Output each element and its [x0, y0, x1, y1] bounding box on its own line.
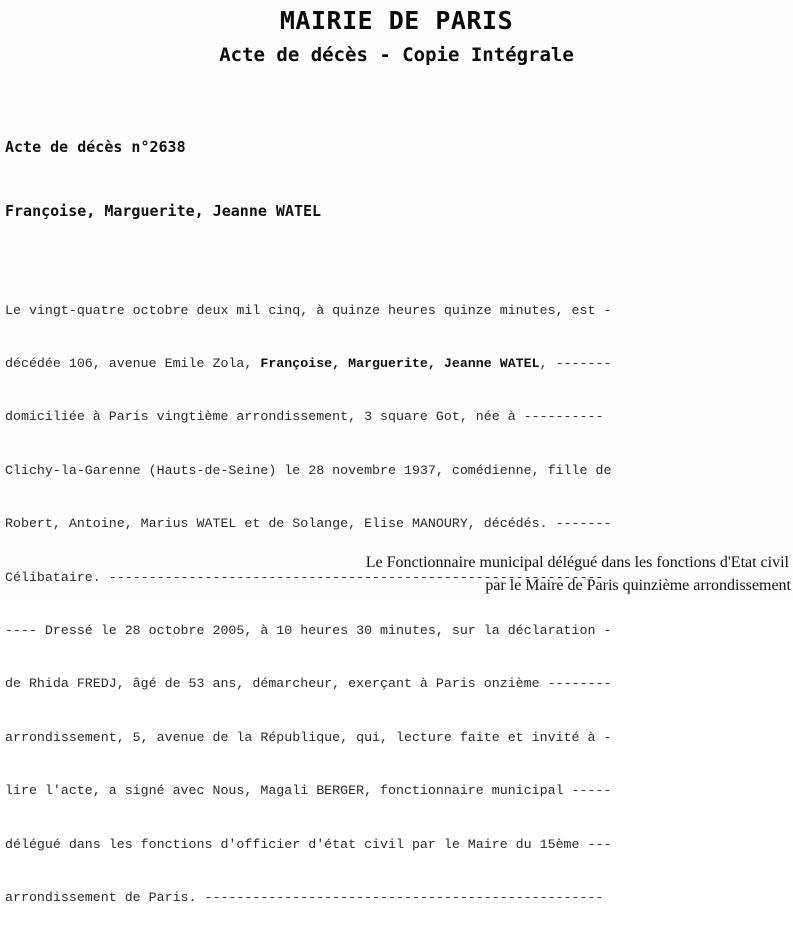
body-line: de Rhida FREDJ, âgé de 53 ans, démarcheur, exerçant à Paris onzième --------: [5, 676, 612, 692]
body-line: ---- Dressé le 28 octobre 2005, à 10 heures 30 minutes, sur la déclaration -: [5, 622, 612, 638]
body-line: Le vingt-quatre octobre deux mil cinq, à quinze heures quinze minutes, est -: [5, 302, 612, 318]
body-line: arrondissement, 5, avenue de la République, qui, lecture faite et invité à -: [5, 729, 612, 745]
act-body-text: [5, 266, 720, 942]
signature-caption-line-1: Le Fonctionnaire municipal délégué dans les fonctions d'Etat civil: [365, 554, 789, 571]
body-line: Célibataire. --------------------------------------------------------------: [5, 569, 604, 585]
page-subtitle: Acte de décès - Copie Intégrale: [219, 44, 574, 66]
act-number: Acte de décès n°2638: [5, 138, 186, 156]
body-line: délégué dans les fonctions d'officier d'état civil par le Maire du 15ème ---: [5, 836, 612, 852]
deceased-name: Françoise, Marguerite, Jeanne WATEL: [5, 202, 322, 220]
body-line: lire l'acte, a signé avec Nous, Magali BERGER, fonctionnaire municipal -----: [5, 783, 612, 799]
signature-caption-line-2: par le Maire de Paris quinzième arrondissement: [485, 577, 791, 594]
body-line: décédée 106, avenue Emile Zola, Françoise, Marguerite, Jeanne WATEL, -------: [5, 355, 612, 371]
page-title: MAIRIE DE PARIS: [279, 6, 514, 35]
body-line: domiciliée à Paris vingtième arrondissement, 3 square Got, née à ----------: [5, 409, 604, 425]
deceased-name-inline: Françoise, Marguerite, Jeanne WATEL: [260, 355, 540, 371]
body-line: Clichy-la-Garenne (Hauts-de-Seine) le 28 novembre 1937, comédienne, fille de: [5, 462, 612, 478]
body-line: arrondissement de Paris. --------------------------------------------------: [5, 889, 604, 905]
body-line: Robert, Antoine, Marius WATEL et de Solange, Elise MANOURY, décédés. -------: [5, 516, 612, 532]
